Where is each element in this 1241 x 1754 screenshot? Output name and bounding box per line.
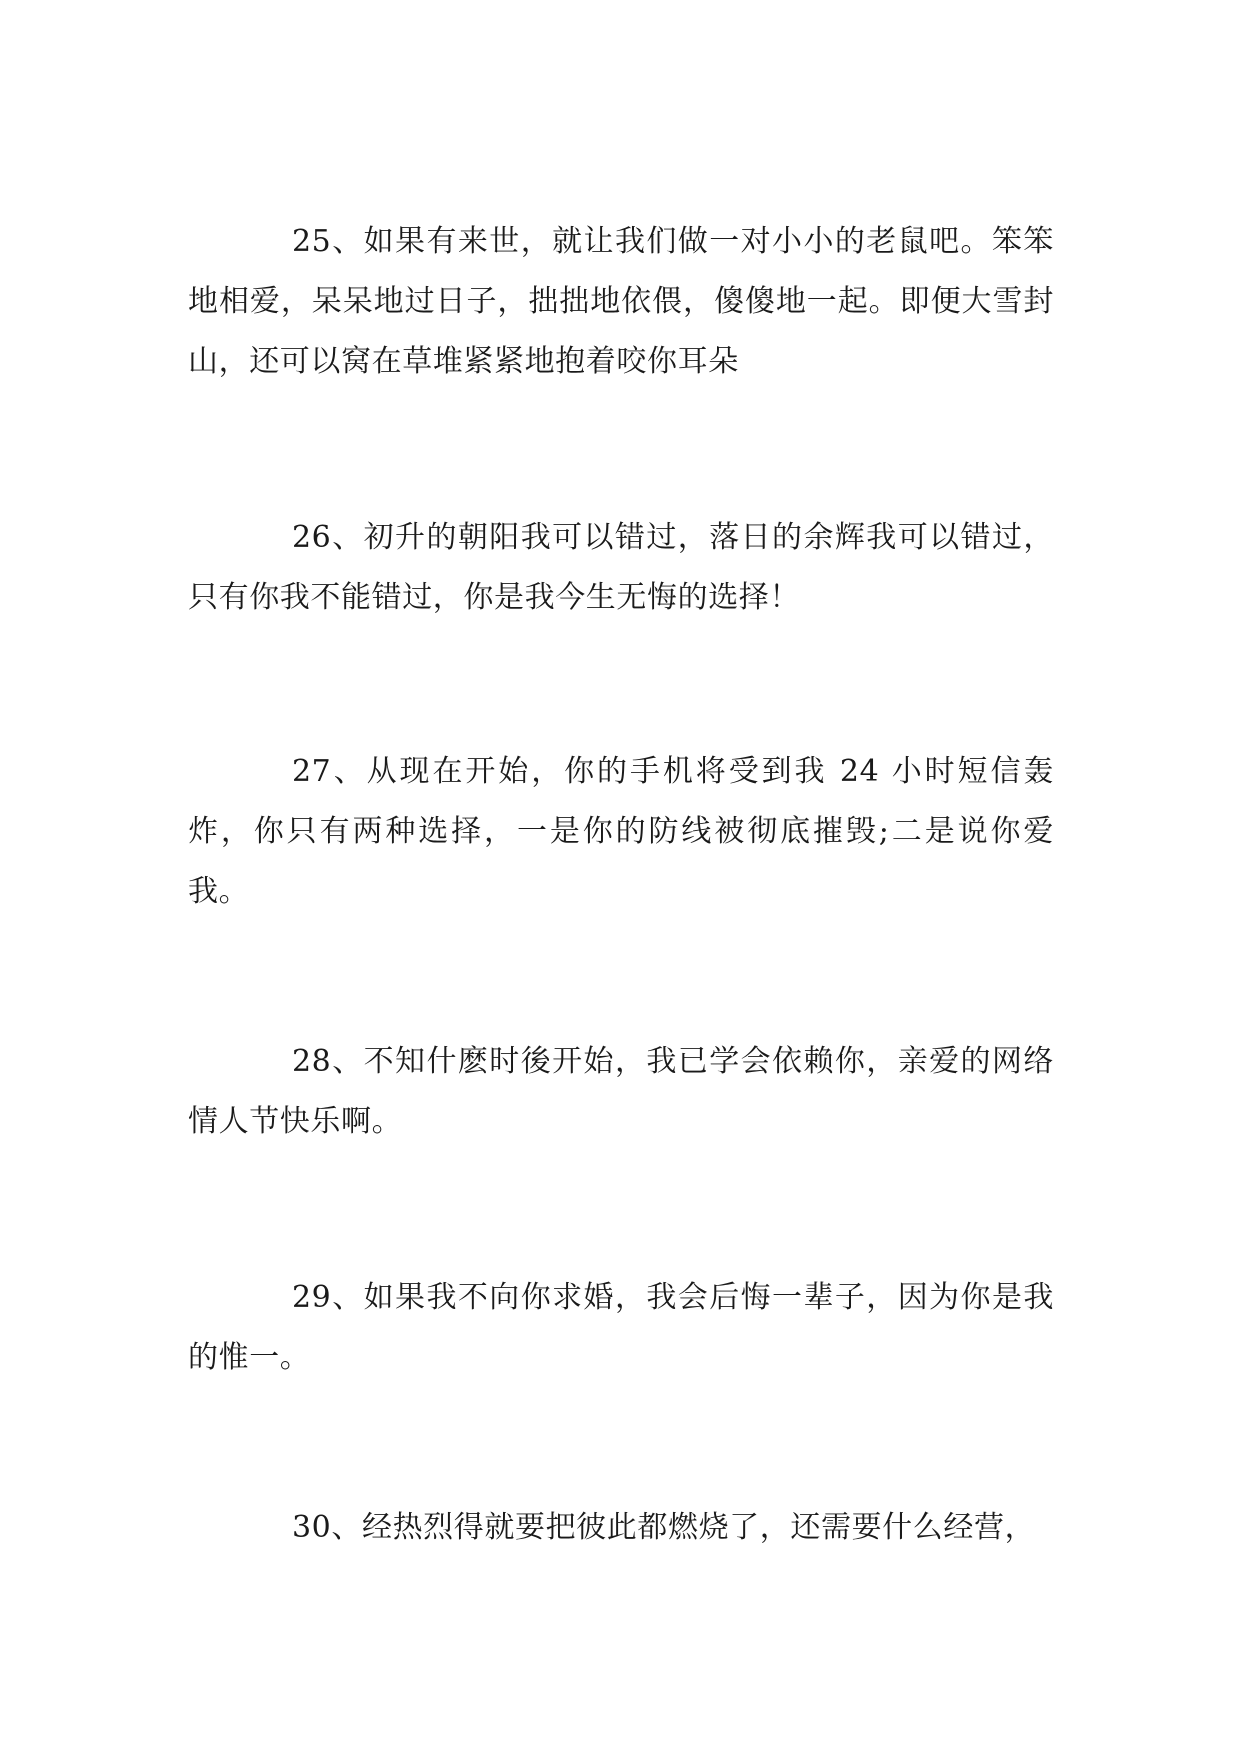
paragraph-28: 28、不知什麽时後开始，我已学会依赖你，亲爱的网络情人节快乐啊。 — [188, 1044, 1054, 1139]
paragraph-27: 27、从现在开始，你的手机将受到我 24 小时短信轰炸，你只有两种选择，一是你的防线被彻底摧毁;二是说你爱我。 — [188, 754, 1054, 909]
paragraph-25: 25、如果有来世，就让我们做一对小小的老鼠吧。笨笨地相爱，呆呆地过日子，拙拙地依偎，傻傻地一起。即便大雪封山，还可以窝在草堆紧紧地抱着咬你耳朵 — [188, 224, 1054, 379]
paragraph-30: 30、经热烈得就要把彼此都燃烧了，还需要什么经营， — [292, 1510, 1036, 1545]
paragraph-29: 29、如果我不向你求婚，我会后悔一辈子，因为你是我的惟一。 — [188, 1280, 1054, 1375]
paragraph-26: 26、初升的朝阳我可以错过，落日的余辉我可以错过，只有你我不能错过，你是我今生无悔的选择！ — [188, 520, 1054, 615]
